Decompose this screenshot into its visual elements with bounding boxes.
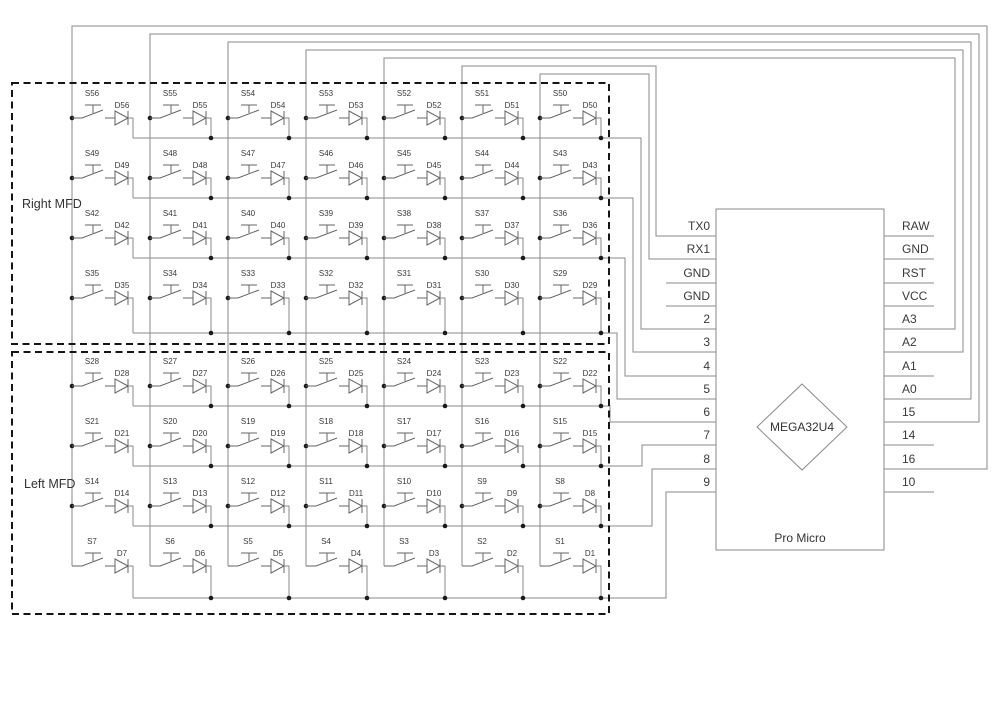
diode-label-D26: D26 [270,369,286,378]
diode-label-D55: D55 [192,101,208,110]
junction-dot [599,464,604,469]
junction-dot [521,196,526,201]
junction-dot [365,464,370,469]
switch-label-S28: S28 [84,357,100,366]
diode-label-D2: D2 [506,549,518,558]
switch-label-S13: S13 [162,477,178,486]
switch-label-S45: S45 [396,149,412,158]
switch-label-S21: S21 [84,417,100,426]
diode-label-D10: D10 [426,489,442,498]
switch-label-S39: S39 [318,209,334,218]
diode-label-D50: D50 [582,101,598,110]
diode-label-D54: D54 [270,101,286,110]
diode-label-D27: D27 [192,369,208,378]
junction-dot [521,331,526,336]
mcu-chip-label: MEGA32U4 [769,420,835,434]
junction-dot [365,524,370,529]
junction-dot [599,596,604,601]
switch-label-S44: S44 [474,149,490,158]
switch-label-S32: S32 [318,269,334,278]
junction-dot [287,136,292,141]
pin-label-right-A2: A2 [902,335,917,349]
junction-dot [209,136,214,141]
switch-label-S23: S23 [474,357,490,366]
switch-label-S6: S6 [165,537,175,546]
diode-label-D32: D32 [348,281,364,290]
switch-label-S33: S33 [240,269,256,278]
junction-dot [287,596,292,601]
junction-dot [209,464,214,469]
junction-dot [209,196,214,201]
switch-label-S22: S22 [552,357,568,366]
diode-label-D17: D17 [426,429,442,438]
junction-dot [287,256,292,261]
junction-dot [443,464,448,469]
pin-label-right-16: 16 [902,452,916,466]
left-mfd-label: Left MFD [24,477,76,491]
diode-label-D48: D48 [192,161,208,170]
diode-label-D1: D1 [584,549,596,558]
switch-label-S10: S10 [396,477,412,486]
diode-label-D53: D53 [348,101,364,110]
diode-label-D9: D9 [506,489,518,498]
diode-label-D51: D51 [504,101,520,110]
diode-label-D20: D20 [192,429,208,438]
diode-label-D22: D22 [582,369,598,378]
junction-dot [521,256,526,261]
switch-label-S49: S49 [84,149,100,158]
diode-label-D46: D46 [348,161,364,170]
junction-dot [443,596,448,601]
switch-label-S46: S46 [318,149,334,158]
pin-label-right-GND: GND [902,242,929,256]
diode-label-D28: D28 [114,369,130,378]
switch-label-S38: S38 [396,209,412,218]
switch-label-S11: S11 [319,477,333,486]
pro-micro-box [716,209,884,550]
junction-dot [209,256,214,261]
diode-label-D5: D5 [272,549,284,558]
diode-label-D37: D37 [504,221,520,230]
switch-label-S16: S16 [474,417,490,426]
switch-label-S26: S26 [240,357,256,366]
diode-label-D30: D30 [504,281,520,290]
switch-label-S9: S9 [477,477,487,486]
pin-label-right-15: 15 [902,405,916,419]
junction-dot [287,464,292,469]
switch-label-S40: S40 [240,209,256,218]
pin-label-right-A3: A3 [902,312,917,326]
switch-label-S27: S27 [162,357,178,366]
switch-label-S24: S24 [396,357,412,366]
pin-label-right-VCC: VCC [902,289,928,303]
pin-label-right-A1: A1 [902,359,917,373]
diode-label-D47: D47 [270,161,286,170]
switch-label-S1: S1 [555,537,565,546]
junction-dot [521,596,526,601]
junction-dot [443,331,448,336]
junction-dot [521,136,526,141]
diode-label-D38: D38 [426,221,442,230]
switch-label-S43: S43 [552,149,568,158]
diode-label-D39: D39 [348,221,364,230]
pin-label-left-GND-2: GND [683,266,710,280]
diode-label-D34: D34 [192,281,208,290]
diode-label-D29: D29 [582,281,598,290]
junction-dot [365,596,370,601]
switch-label-S3: S3 [399,537,409,546]
pin-label-right-10: 10 [902,475,916,489]
junction-dot [599,256,604,261]
diode-label-D11: D11 [348,489,364,498]
junction-dot [599,404,604,409]
pin-label-left-6-8: 6 [703,405,710,419]
diode-label-D49: D49 [114,161,130,170]
junction-dot [287,524,292,529]
diode-label-D35: D35 [114,281,130,290]
pin-label-left-4-6: 4 [703,359,710,373]
junction-dot [365,331,370,336]
diode-label-D40: D40 [270,221,286,230]
diode-label-D23: D23 [504,369,520,378]
junction-dot [287,331,292,336]
diode-label-D8: D8 [584,489,596,498]
diode-label-D43: D43 [582,161,598,170]
switch-label-S55: S55 [162,89,178,98]
junction-dot [209,331,214,336]
pin-label-right-14: 14 [902,428,916,442]
diode-label-D4: D4 [350,549,362,558]
switch-label-S54: S54 [240,89,256,98]
switch-label-S20: S20 [162,417,178,426]
switch-label-S25: S25 [318,357,334,366]
diode-label-D18: D18 [348,429,364,438]
right-mfd-label: Right MFD [22,197,82,211]
switch-label-S35: S35 [84,269,100,278]
switch-label-S18: S18 [318,417,334,426]
pin-label-left-8-10: 8 [703,452,710,466]
junction-dot [287,404,292,409]
switch-label-S14: S14 [84,477,100,486]
diode-label-D15: D15 [582,429,598,438]
pin-label-right-RST: RST [902,266,926,280]
junction-dot [443,196,448,201]
switch-label-S30: S30 [474,269,490,278]
switch-label-S4: S4 [321,537,331,546]
pin-label-left-TX0-0: TX0 [687,219,710,233]
diode-label-D36: D36 [582,221,598,230]
switch-label-S31: S31 [396,269,412,278]
switch-label-S51: S51 [474,89,490,98]
junction-dot [521,464,526,469]
switch-label-S41: S41 [162,209,178,218]
diode-label-D33: D33 [270,281,286,290]
diode-label-D56: D56 [114,101,130,110]
pin-label-right-RAW: RAW [902,219,930,233]
diode-label-D52: D52 [426,101,442,110]
diode-label-D25: D25 [348,369,364,378]
switch-label-S19: S19 [240,417,256,426]
switch-label-S34: S34 [162,269,178,278]
junction-dot [365,404,370,409]
switch-label-S7: S7 [87,537,97,546]
switch-label-S50: S50 [552,89,568,98]
junction-dot [365,136,370,141]
junction-dot [443,524,448,529]
junction-dot [521,524,526,529]
pin-label-left-5-7: 5 [703,382,710,396]
pro-micro-name-label: Pro Micro [774,531,826,545]
junction-dot [443,256,448,261]
switch-label-S37: S37 [474,209,490,218]
junction-dot [443,404,448,409]
diode-label-D21: D21 [114,429,130,438]
switch-label-S5: S5 [243,537,253,546]
switch-label-S17: S17 [396,417,412,426]
pin-label-right-A0: A0 [902,382,917,396]
junction-dot [287,196,292,201]
diode-label-D6: D6 [194,549,206,558]
pin-label-left-3-5: 3 [703,335,710,349]
diode-label-D3: D3 [428,549,440,558]
pin-label-left-2-4: 2 [703,312,710,326]
junction-dot [599,524,604,529]
diode-label-D7: D7 [116,549,128,558]
junction-dot [521,404,526,409]
junction-dot [365,196,370,201]
junction-dot [209,524,214,529]
junction-dot [365,256,370,261]
switch-label-S53: S53 [318,89,334,98]
diode-label-D14: D14 [114,489,130,498]
junction-dot [599,331,604,336]
junction-dot [443,136,448,141]
pin-label-left-9-11: 9 [703,475,710,489]
switch-label-S8: S8 [555,477,565,486]
diode-label-D13: D13 [192,489,208,498]
pin-label-left-RX1-1: RX1 [686,242,710,256]
diode-label-D45: D45 [426,161,442,170]
switch-label-S12: S12 [240,477,256,486]
switch-label-S29: S29 [552,269,568,278]
junction-dot [209,404,214,409]
switch-label-S42: S42 [84,209,100,218]
pin-label-left-GND-3: GND [683,289,710,303]
switch-label-S47: S47 [240,149,256,158]
junction-dot [599,136,604,141]
switch-label-S36: S36 [552,209,568,218]
junction-dot [599,196,604,201]
switch-label-S52: S52 [396,89,412,98]
switch-label-S15: S15 [552,417,568,426]
switch-label-S56: S56 [84,89,100,98]
diode-label-D24: D24 [426,369,442,378]
diode-label-D41: D41 [192,221,208,230]
diode-label-D12: D12 [270,489,286,498]
switch-label-S48: S48 [162,149,178,158]
switch-label-S2: S2 [477,537,487,546]
pin-label-left-7-9: 7 [703,428,710,442]
diode-label-D19: D19 [270,429,286,438]
diode-label-D42: D42 [114,221,130,230]
diode-label-D16: D16 [504,429,520,438]
diode-label-D31: D31 [426,281,442,290]
junction-dot [209,596,214,601]
diode-label-D44: D44 [504,161,520,170]
